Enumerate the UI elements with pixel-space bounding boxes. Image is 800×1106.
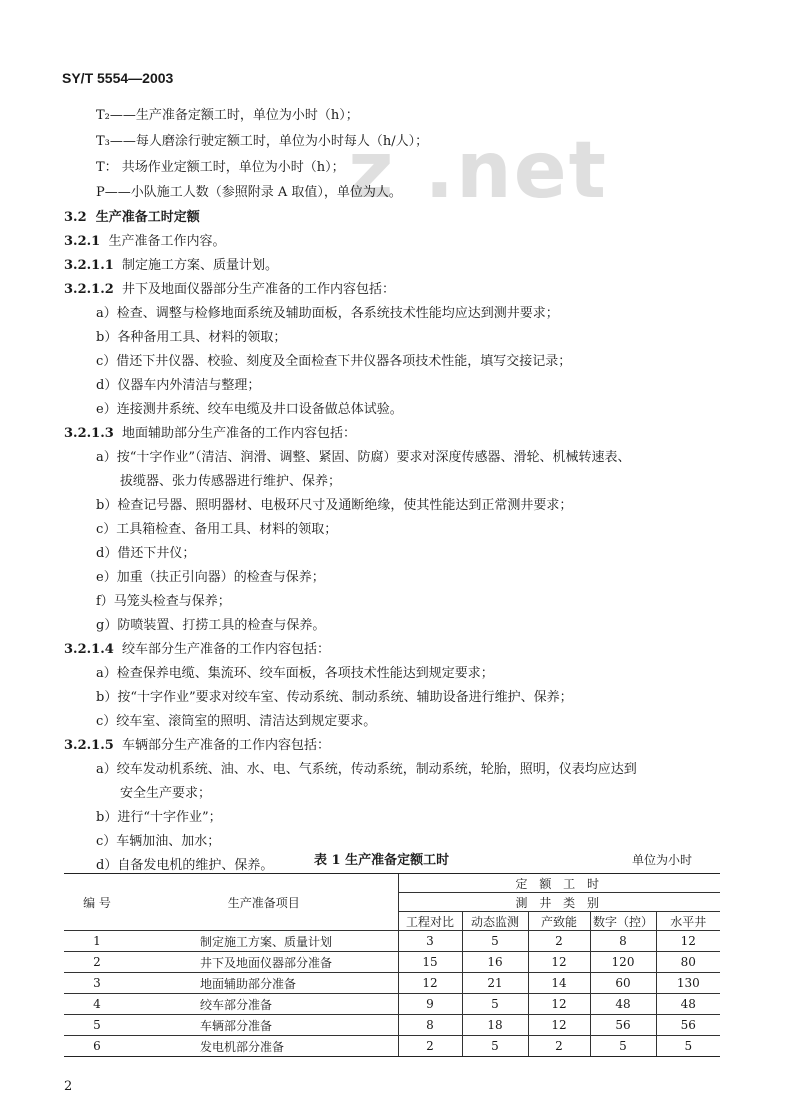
clause-text: 车辆部分生产准备的工作内容包括： <box>122 738 331 753</box>
row-item: 车辆部分准备 <box>130 1015 398 1036</box>
list-item-continuation: 安全生产要求； <box>120 786 212 801</box>
table-row <box>64 994 720 1015</box>
row-value: 5 <box>462 1036 528 1057</box>
clause-number: 3.2.1.4 <box>64 642 114 657</box>
work-hours-table <box>64 873 720 1057</box>
list-item: c）绞车室、滚筒室的照明、清洁达到规定要求。 <box>96 714 377 729</box>
row-value: 8 <box>590 931 656 952</box>
page-number: 2 <box>64 1079 73 1094</box>
column-header: 工程对比 <box>398 912 462 931</box>
row-value: 12 <box>528 952 590 973</box>
table-row <box>64 952 720 973</box>
clause-text: 制定施工方案、质量计划。 <box>122 258 279 273</box>
header-group: 定 额 工 时 <box>398 874 720 893</box>
clause-number: 3.2.1.3 <box>64 426 114 441</box>
clause-text: 绞车部分生产准备的工作内容包括： <box>122 642 331 657</box>
row-value: 5 <box>462 931 528 952</box>
clause <box>64 258 278 274</box>
row-value: 14 <box>528 973 590 994</box>
header-subgroup: 測 井 类 别 <box>398 893 720 912</box>
list-item: d）借还下井仪； <box>96 546 196 561</box>
list-item: c）车辆加油、加水； <box>96 834 221 849</box>
row-value: 48 <box>590 994 656 1015</box>
clause-text: 井下及地面仪器部分生产准备的工作内容包括： <box>122 282 396 297</box>
table-row <box>64 1036 720 1057</box>
row-value: 15 <box>398 952 462 973</box>
row-value: 9 <box>398 994 462 1015</box>
row-item: 井下及地面仪器部分准备 <box>130 952 398 973</box>
list-item: e）连接测井系统、绞车电缆及井口设备做总体试验。 <box>96 402 403 417</box>
clause <box>64 738 330 754</box>
row-value: 80 <box>656 952 720 973</box>
row-value: 16 <box>462 952 528 973</box>
column-header: 产致能 <box>528 912 590 931</box>
list-item: g）防喷装置、打捞工具的检查与保养。 <box>96 618 326 633</box>
clause <box>64 234 225 250</box>
row-number: 4 <box>64 994 130 1015</box>
definition-line: T₂——生产准备定额工时，单位为小时（h）； <box>96 108 359 123</box>
clause-text: 生产准备工作内容。 <box>108 234 226 249</box>
row-value: 2 <box>528 931 590 952</box>
row-value: 3 <box>398 931 462 952</box>
table-row <box>64 931 720 952</box>
row-value: 2 <box>528 1036 590 1057</box>
list-item: b）各种备用工具、材料的领取； <box>96 330 287 345</box>
row-item: 绞车部分准备 <box>130 994 398 1015</box>
clause <box>64 426 356 442</box>
row-value: 56 <box>590 1015 656 1036</box>
definition-line: T₃——每人磨涂行驶定额工时，单位为小时每人（h/人）； <box>96 134 429 149</box>
list-item: c）工具箱检查、备用工具、材料的领取； <box>96 522 338 537</box>
row-value: 12 <box>528 994 590 1015</box>
clause-number: 3.2.1 <box>64 234 101 249</box>
row-number: 3 <box>64 973 130 994</box>
row-value: 56 <box>656 1015 720 1036</box>
row-value: 18 <box>462 1015 528 1036</box>
list-item: b）进行“十字作业”； <box>96 810 222 825</box>
table-header-row <box>64 874 720 893</box>
section-number: 3.2 <box>64 210 87 225</box>
row-value: 12 <box>398 973 462 994</box>
table-unit: 单位为小时 <box>632 853 693 867</box>
definition-line: T： 共场作业定额工时，单位为小时（h）； <box>96 160 345 175</box>
list-item: a）检查、调整与检修地面系统及辅助面板，各系统技术性能均应达到测井要求； <box>96 306 559 321</box>
header-number: 编 号 <box>64 874 130 931</box>
list-item: b）按“十字作业”要求对绞车室、传动系统、制动系统、辅助设备进行维护、保养； <box>96 690 573 705</box>
list-item: d）仪器车内外清洁与整理； <box>96 378 261 393</box>
section-heading <box>64 210 200 226</box>
clause-number: 3.2.1.1 <box>64 258 114 273</box>
list-item: e）加重（扶正引向器）的检查与保养； <box>96 570 325 585</box>
table-row <box>64 1015 720 1036</box>
row-value: 5 <box>656 1036 720 1057</box>
column-header: 水平井 <box>656 912 720 931</box>
column-header: 动态监测 <box>462 912 528 931</box>
definition-line: P——小队施工人数（参照附录 A 取值），单位为人。 <box>96 185 402 200</box>
row-value: 130 <box>656 973 720 994</box>
list-item: b）检查记号器、照明器材、电极环尺寸及通断绝缘，使其性能达到正常测井要求； <box>96 498 573 513</box>
row-value: 48 <box>656 994 720 1015</box>
row-number: 5 <box>64 1015 130 1036</box>
row-value: 12 <box>528 1015 590 1036</box>
clause-text: 地面辅助部分生产准备的工作内容包括： <box>122 426 357 441</box>
list-item: a）检查保养电缆、集流环、绞车面板，各项技术性能达到规定要求； <box>96 666 494 681</box>
clause-number: 3.2.1.5 <box>64 738 114 753</box>
clause-number: 3.2.1.2 <box>64 282 114 297</box>
list-item: d）自备发电机的维护、保养。 <box>96 858 274 873</box>
row-item: 地面辅助部分准备 <box>130 973 398 994</box>
standard-code: SY/T 5554—2003 <box>62 70 174 86</box>
clause <box>64 642 330 658</box>
header-item: 生产准备项目 <box>130 874 398 931</box>
row-value: 21 <box>462 973 528 994</box>
watermark: z .net <box>348 126 608 216</box>
list-item: a）按“十字作业”（清洁、润滑、调整、紧固、防腐）要求对深度传感器、滑轮、机械转速表、 <box>96 450 631 465</box>
list-item: f）马笼头检查与保养； <box>96 594 231 609</box>
clause <box>64 282 395 298</box>
table-row <box>64 973 720 994</box>
list-item: c）借还下井仪器、校验、刻度及全面检查下井仪器各项技术性能，填写交接记录； <box>96 354 572 369</box>
list-item-continuation: 拔缆器、张力传感器进行维护、保养； <box>120 474 342 489</box>
row-value: 5 <box>462 994 528 1015</box>
row-value: 60 <box>590 973 656 994</box>
section-title: 生产准备工时定额 <box>95 210 200 225</box>
row-item: 发电机部分准备 <box>130 1036 398 1057</box>
row-value: 8 <box>398 1015 462 1036</box>
column-header: 数字（控） <box>590 912 656 931</box>
list-item: a）绞车发动机系统、油、水、电、气系统，传动系统，制动系统，轮胎，照明，仪表均应达到 <box>96 762 637 777</box>
row-value: 2 <box>398 1036 462 1057</box>
row-number: 1 <box>64 931 130 952</box>
row-number: 6 <box>64 1036 130 1057</box>
row-number: 2 <box>64 952 130 973</box>
row-value: 120 <box>590 952 656 973</box>
row-value: 12 <box>656 931 720 952</box>
table-caption: 表 1 生产准备定额工时 <box>314 853 450 868</box>
row-value: 5 <box>590 1036 656 1057</box>
row-item: 制定施工方案、质量计划 <box>130 931 398 952</box>
